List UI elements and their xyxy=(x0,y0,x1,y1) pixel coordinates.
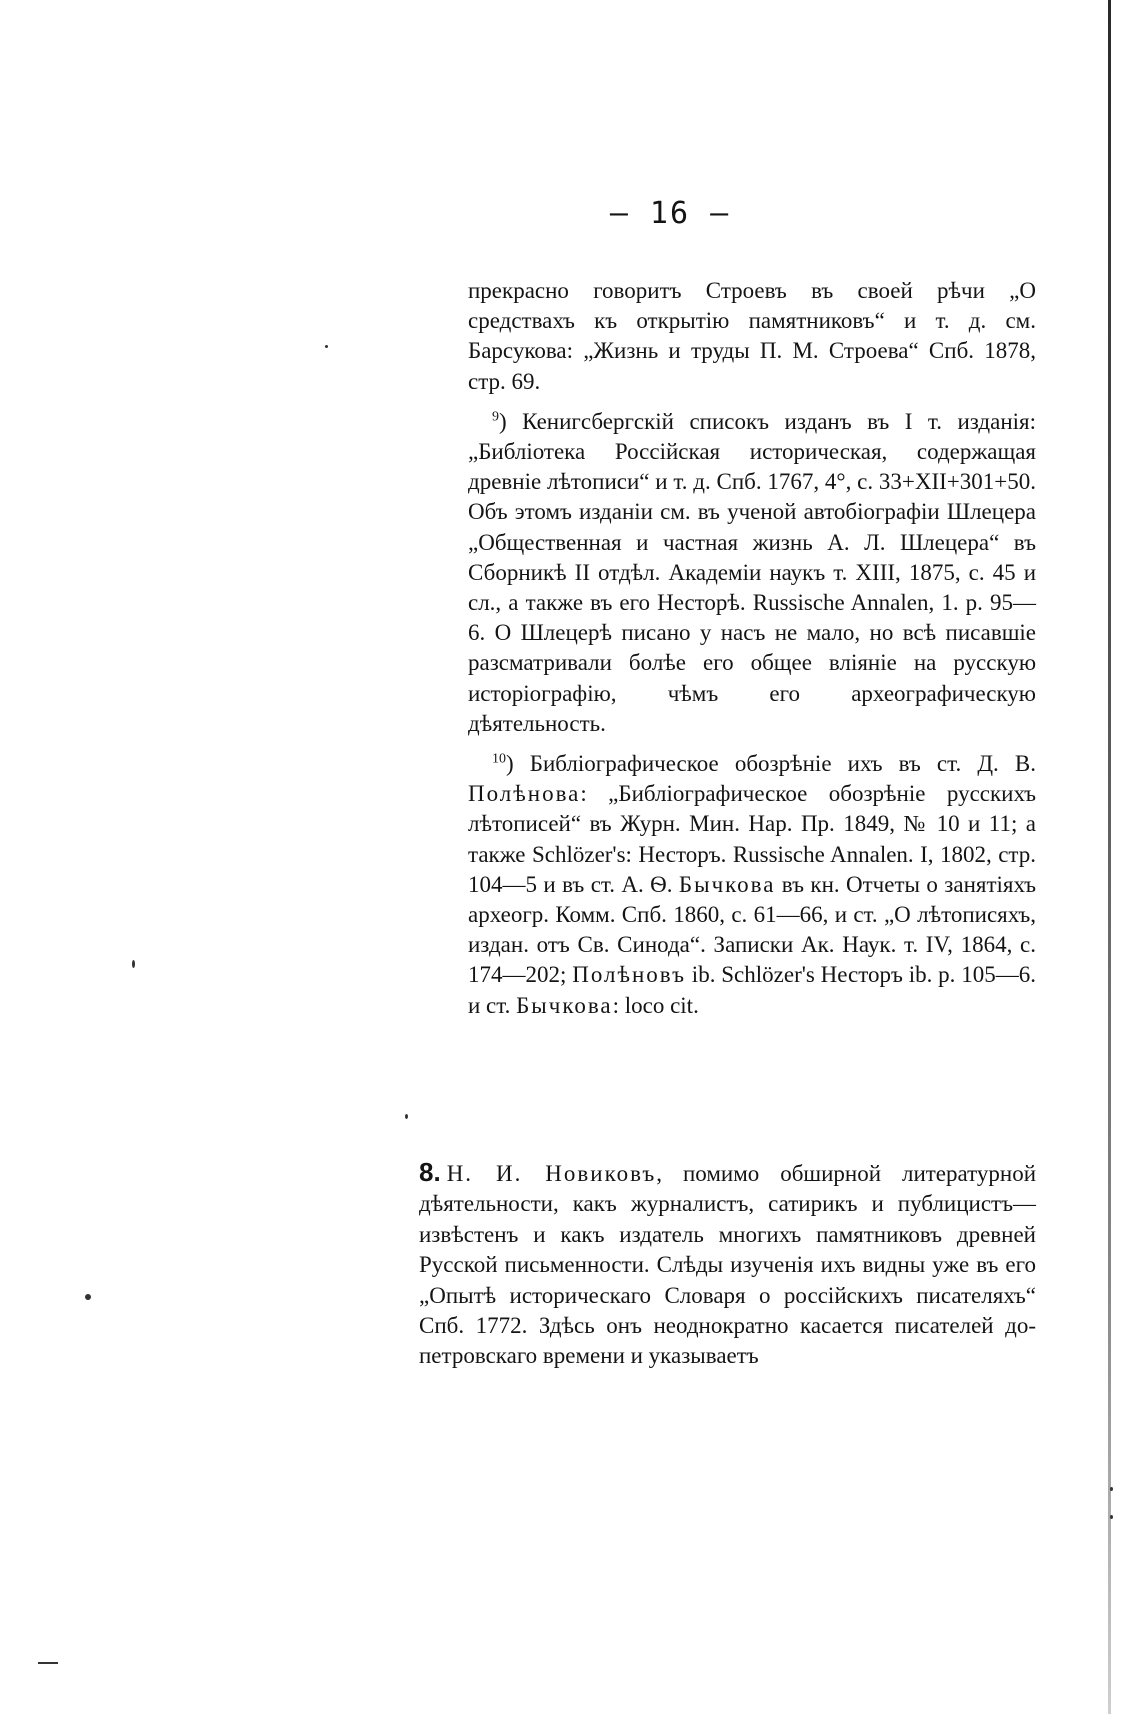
footnote-10-text-b: : „Библіографическое обозрѣніе русскихъ лѣтописей“ въ Журн. Мин. Нар. Пр. 1849, № 10 и 11; а также Schlözer's: Несторъ. Russische Annalen. I, 1802, стр. 104—5 и въ ст. А. Ѳ. xyxy=(468,781,1036,897)
footnote-10-text-a: ) Библіографическое обозрѣніе ихъ въ ст. Д. В. xyxy=(506,751,1036,777)
section-8-author: Н. И. Новиковъ xyxy=(446,1161,657,1186)
footnote-10-author-polenov: Полѣнова xyxy=(468,781,581,807)
section-8-text: , помимо обширной литературной дѣятельности, какъ журналистъ, сатирикъ и публицистъ—извѣстенъ и какъ издатель многихъ памятниковъ древней Русской письменности. Слѣды изученія ихъ видны уже въ его „Опытѣ историческаго Словаря о россійскихъ писателяхъ“ Спб. 1772. Здѣсь онъ неоднократно касается писателей до-петровскаго времени и указываетъ xyxy=(419,1161,1036,1369)
footnote-10-text-e: : loco cit. xyxy=(612,992,699,1018)
scan-speck xyxy=(325,345,328,348)
footnote-10-author-bychkov-2: Бычкова xyxy=(516,992,613,1018)
scan-speck xyxy=(1110,1515,1113,1519)
section-8-number: 8. xyxy=(419,1157,441,1187)
footnote-continuation: прекрасно говоритъ Строевъ въ своей рѣчи „О средствахъ къ открытію памятниковъ“ и т. д. см. Барсукова: „Жизнь и труды П. М. Строева“ Спб. 1878, стр. 69. xyxy=(468,278,1036,394)
page-edge-rule xyxy=(1108,0,1111,1714)
scan-speck xyxy=(85,1294,91,1300)
page-number: — 16 — xyxy=(609,196,731,231)
footnote-10 xyxy=(468,749,1036,1021)
footnote-10-text-d: ib. Schlözer's Несторъ ib. p. 105—6. и ст. xyxy=(468,962,1036,1018)
footnote-10-author-bychkov: Бычкова xyxy=(678,871,776,897)
scan-speck xyxy=(38,1662,58,1664)
footnote-9 xyxy=(468,407,1036,739)
footnote-10-marker: 10 xyxy=(492,751,506,767)
section-8 xyxy=(419,1157,1036,1372)
footnotes-block xyxy=(468,276,1036,1031)
scan-speck xyxy=(405,1114,408,1119)
scan-speck xyxy=(132,960,135,968)
scan-speck xyxy=(1110,1487,1113,1491)
footnote-9-text: ) Кенигсбергскій списокъ изданъ въ I т. изданія: „Библіотека Россійская историческая, содержащая древніе лѣтописи“ и т. д. Спб. 1767, 4°, с. 33+XII+301+50. Объ этомъ изданіи см. въ ученой автобіографіи Шлецера „Общественная и частная жизнь А. Л. Шлецера“ въ Сборникѣ II отдѣл. Академіи наукъ т. XIII, 1875, с. 45 и сл., а также въ его Несторѣ. Russische Annalen, 1. p. 95—6. О Шлецерѣ писано у насъ не мало, но всѣ писавшіе разсматривали болѣе его общее вліяніе на русскую исторіографію, чѣмъ его археографическую дѣятельность. xyxy=(468,408,1036,736)
footnote-10-author-polenov-2: Полѣновъ xyxy=(572,962,686,988)
footnote-10-text-c: въ кн. Отчеты о занятіяхъ археогр. Комм. Спб. 1860, с. 61—66, и ст. „О лѣтописяхъ, издан. отъ Св. Синода“. Записки Ак. Наук. т. IV, 1864, с. 174—202; xyxy=(468,871,1036,988)
footnote-9-marker: 9 xyxy=(492,409,499,425)
